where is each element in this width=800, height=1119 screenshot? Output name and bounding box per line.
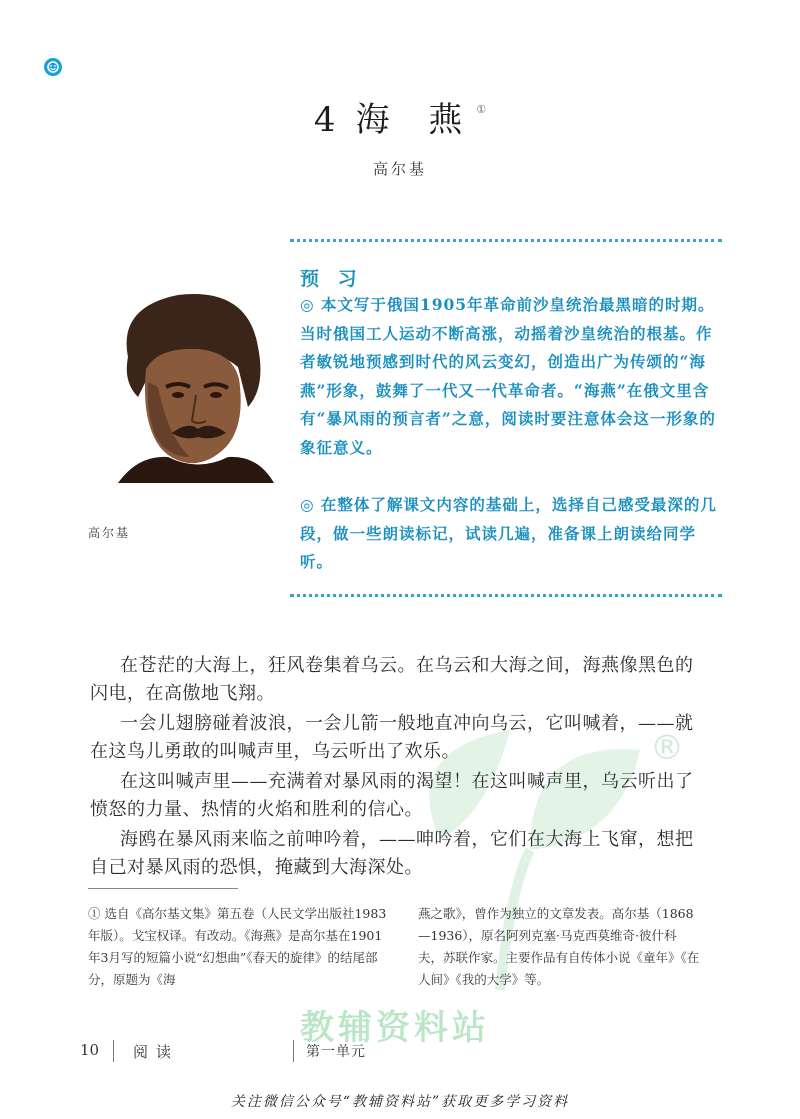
footer-unit: 第一单元	[306, 1044, 366, 1060]
watermark-text: 教辅资料站	[300, 1008, 490, 1048]
body-paragraph: 在这叫喊声里——充满着对暴风雨的渴望！在这叫喊声里，乌云听出了愤怒的力量、热情的火焰和胜利的信心。	[90, 771, 694, 820]
watermark-registered-mark: ®	[650, 728, 684, 768]
footer-divider	[113, 1040, 114, 1062]
footnote-mark: ①	[476, 103, 487, 116]
author-portrait	[98, 287, 274, 483]
lesson-title	[0, 92, 800, 141]
footnote-rule	[88, 888, 238, 889]
promo-notice: 关注微信公众号“教辅资料站”获取更多学习资料	[230, 1094, 570, 1110]
body-paragraph: 海鸥在暴风雨来临之前呻吟着，——呻吟着，它们在大海上飞窜，想把自己对暴风雨的恐惧，掩藏到大海深处。	[90, 829, 694, 878]
footnote-text: ① 选自《高尔基文集》第五卷（人民文学出版社1983年版）。戈宝权译。有改动。《海燕》是高尔基在1901年3月写的短篇小说“幻想曲”《春天的旋律》的结尾部分，原题为《海	[88, 906, 387, 987]
preview-paragraph: ◎ 在整体了解课文内容的基础上，选择自己感受最深的几段，做一些朗读标记，试读几遍，准备课上朗读给同学听。	[300, 495, 717, 571]
page-number: 10	[80, 1041, 100, 1059]
body-paragraph: 一会儿翅膀碰着波浪，一会儿箭一般地直冲向乌云，它叫喊着，——就在这鸟儿勇敢的叫喊声里，乌云听出了欢乐。	[90, 713, 694, 762]
lesson-number: 4	[313, 100, 338, 140]
preview-heading: 预 习	[300, 268, 363, 290]
body-paragraph: 在苍茫的大海上，狂风卷集着乌云。在乌云和大海之间，海燕像黑色的闪电，在高傲地飞翔。	[90, 655, 694, 704]
portrait-caption: 高尔基	[88, 526, 131, 540]
preview-divider-top	[290, 239, 722, 242]
lesson-title-text: 海 燕	[355, 100, 477, 140]
footer-section: 阅读	[133, 1043, 180, 1061]
author-name: 高尔基	[372, 160, 427, 178]
footer-divider	[293, 1040, 294, 1062]
preview-paragraph: ◎ 本文写于俄国1905年革命前沙皇统治最黑暗的时期。当时俄国工人运动不断高涨，动摇着沙皇统治的根基。作者敏锐地预感到时代的风云变幻，创造出广为传颂的“海燕”形象，鼓舞了一代又一代革命者。“海燕”在俄文里含有“暴风雨的预言者”之意，阅读时要注意体会这一形象的象征意义。	[300, 295, 716, 457]
footnote-text-continued: 燕之歌》，曾作为独立的文章发表。高尔基（1868—1936），原名阿列克塞·马克西莫维奇·彼什科夫，苏联作家。主要作品有自传体小说《童年》《在人间》《我的大学》等。	[418, 906, 700, 987]
preview-divider-bottom	[290, 594, 722, 597]
smiley-badge-icon	[44, 58, 62, 76]
